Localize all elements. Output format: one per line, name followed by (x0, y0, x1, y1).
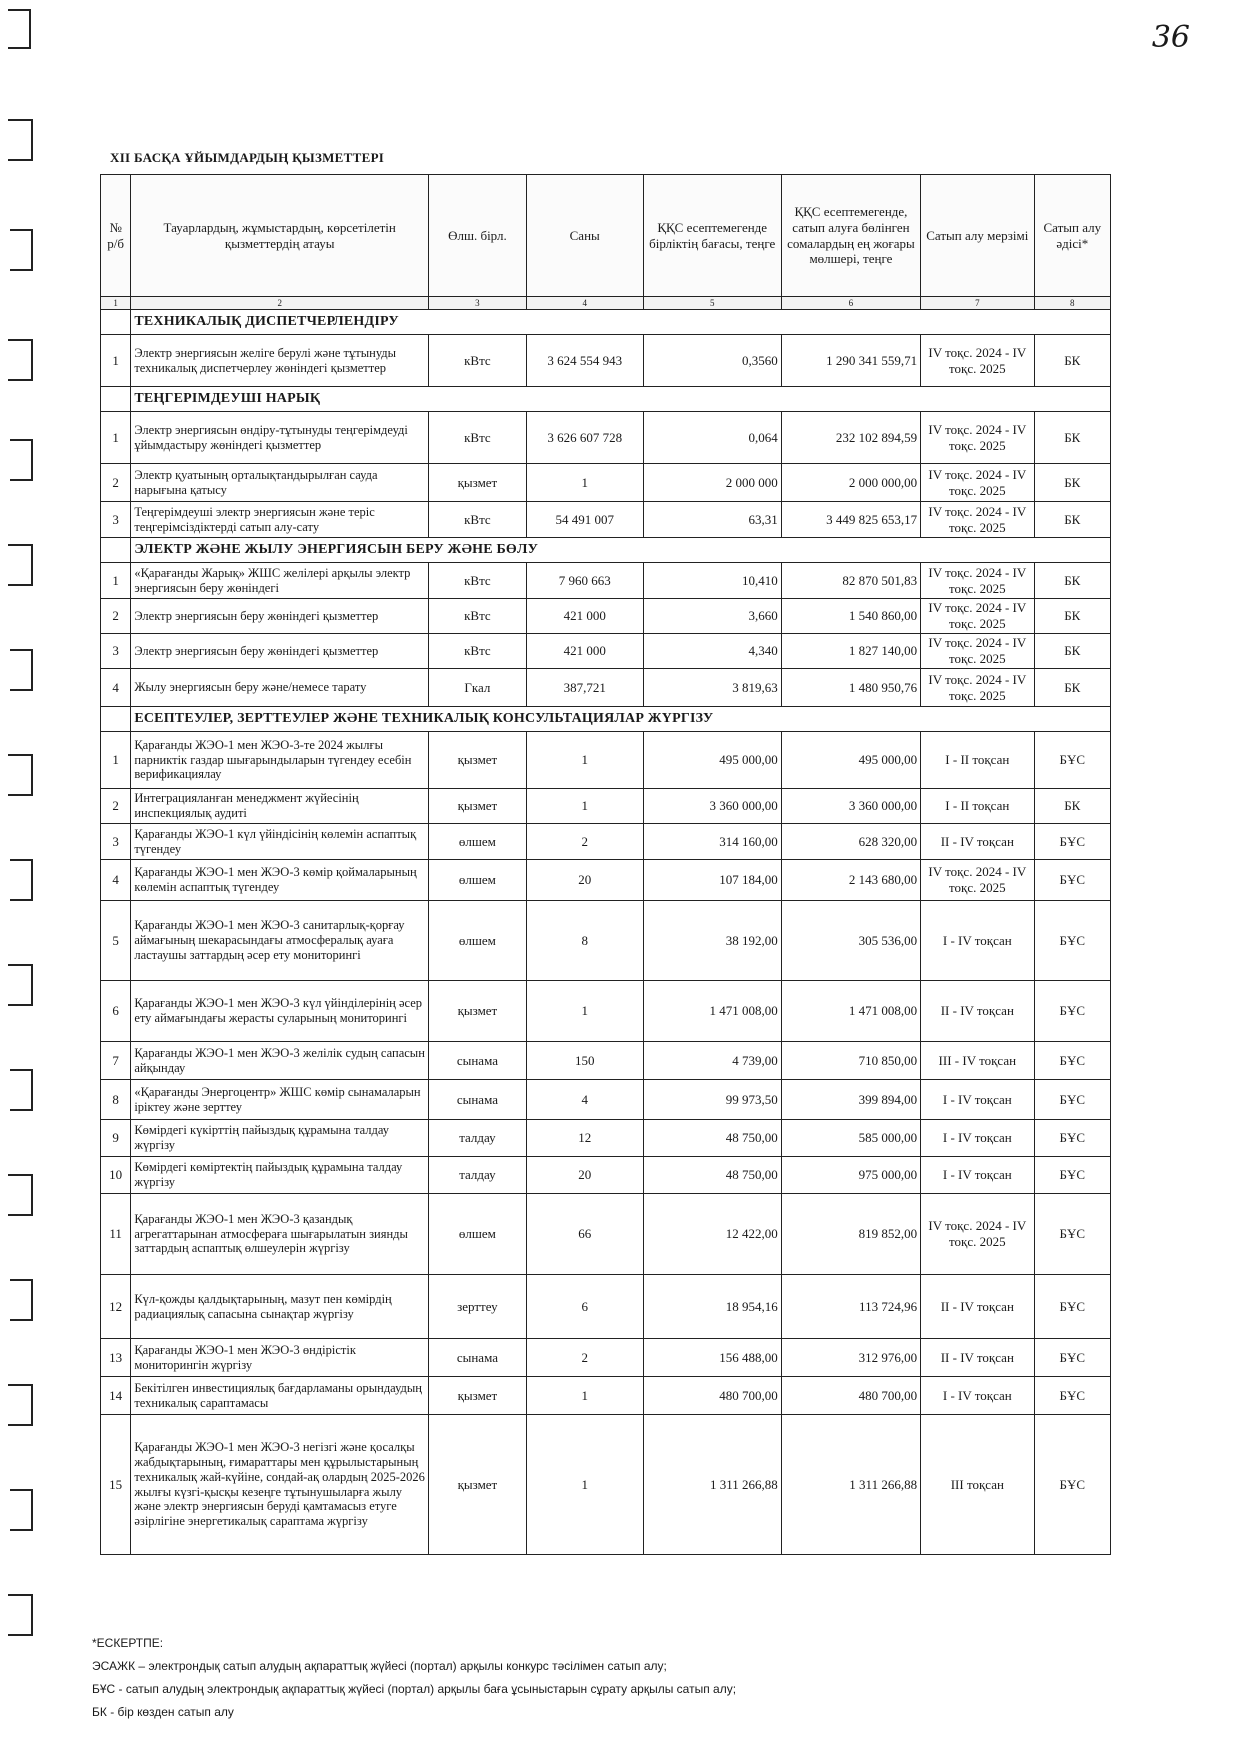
row-number: 1 (101, 412, 131, 464)
row-unit-price: 156 488,00 (643, 1339, 781, 1377)
row-name: Көмірдегі күкірттің пайыздық құрамына талдау жүргізу (131, 1120, 429, 1157)
row-quantity: 2 (526, 824, 643, 860)
header-price: ҚҚС есептемегенде бірліктің бағасы, теңге (643, 175, 781, 297)
row-unit-price: 0,3560 (643, 335, 781, 387)
row-unit-price: 38 192,00 (643, 901, 781, 981)
row-max-sum: 82 870 501,83 (781, 563, 920, 599)
row-unit-price: 3,660 (643, 599, 781, 634)
row-name: Қарағанды ЖЭО-1 күл үйіндісінің көлемін аспаптық түгендеу (131, 824, 429, 860)
row-quantity: 12 (526, 1120, 643, 1157)
group-row (101, 707, 1111, 732)
row-number: 3 (101, 502, 131, 538)
row-period: IV тоқс. 2024 - IV тоқс. 2025 (921, 502, 1034, 538)
row-method: БК (1034, 634, 1110, 669)
row-unit: кВтс (429, 634, 527, 669)
row-quantity: 1 (526, 732, 643, 789)
row-number: 13 (101, 1339, 131, 1377)
row-quantity: 66 (526, 1194, 643, 1275)
row-name: Қарағанды ЖЭО-1 мен ЖЭО-3 көмір қоймаларының көлемін аспаптық түгендеу (131, 860, 429, 901)
group-number-cell (101, 707, 131, 732)
table-row (101, 824, 1111, 860)
row-unit: кВтс (429, 599, 527, 634)
footnote-line: БҰС - сатып алудың электрондық ақпараттық жүйесі (портал) арқылы баға ұсыныстарын сұрату арқылы сатып алу; (92, 1682, 737, 1696)
row-name: Қарағанды ЖЭО-1 мен ЖЭО-3 желілік судың сапасын айқындау (131, 1042, 429, 1080)
row-max-sum: 113 724,96 (781, 1275, 920, 1339)
row-period: I - II тоқсан (921, 732, 1034, 789)
table-row (101, 1415, 1111, 1555)
column-index: 7 (921, 297, 1034, 310)
row-period: IV тоқс. 2024 - IV тоқс. 2025 (921, 860, 1034, 901)
row-unit-price: 2 000 000 (643, 464, 781, 502)
row-method: БҰС (1034, 1042, 1110, 1080)
row-method: БҰС (1034, 1339, 1110, 1377)
group-row (101, 310, 1111, 335)
row-max-sum: 1 827 140,00 (781, 634, 920, 669)
column-index: 3 (429, 297, 527, 310)
row-number: 6 (101, 981, 131, 1042)
table-row (101, 1377, 1111, 1415)
header-qty: Саны (526, 175, 643, 297)
row-number: 7 (101, 1042, 131, 1080)
row-quantity: 54 491 007 (526, 502, 643, 538)
row-number: 5 (101, 901, 131, 981)
row-number: 11 (101, 1194, 131, 1275)
table-row (101, 789, 1111, 824)
row-unit: қызмет (429, 732, 527, 789)
row-max-sum: 399 894,00 (781, 1080, 920, 1120)
table-row (101, 1157, 1111, 1194)
row-period: IV тоқс. 2024 - IV тоқс. 2025 (921, 599, 1034, 634)
row-period: I - IV тоқсан (921, 1157, 1034, 1194)
header-row (101, 175, 1111, 297)
table-row (101, 1275, 1111, 1339)
row-method: БК (1034, 563, 1110, 599)
row-method: БҰС (1034, 1377, 1110, 1415)
row-unit: талдау (429, 1157, 527, 1194)
row-number: 2 (101, 464, 131, 502)
row-unit-price: 3 360 000,00 (643, 789, 781, 824)
row-unit: өлшем (429, 824, 527, 860)
row-method: БҰС (1034, 732, 1110, 789)
row-quantity: 1 (526, 1377, 643, 1415)
header-method: Сатып алу әдісі* (1034, 175, 1110, 297)
row-max-sum: 2 000 000,00 (781, 464, 920, 502)
column-index: 4 (526, 297, 643, 310)
row-unit-price: 4,340 (643, 634, 781, 669)
footnote-line: БК - бір көзден сатып алу (92, 1705, 234, 1719)
row-unit: өлшем (429, 860, 527, 901)
row-number: 15 (101, 1415, 131, 1555)
header-sum: ҚҚС есептемегенде, сатып алуға бөлінген сомалардың ең жоғары мөлшері, теңге (781, 175, 920, 297)
row-quantity: 4 (526, 1080, 643, 1120)
table-row (101, 1042, 1111, 1080)
row-max-sum: 585 000,00 (781, 1120, 920, 1157)
table-row (101, 1194, 1111, 1275)
row-unit: зерттеу (429, 1275, 527, 1339)
table-row (101, 732, 1111, 789)
row-name: Көмірдегі көміртектің пайыздық құрамына талдау жүргізу (131, 1157, 429, 1194)
row-unit: қызмет (429, 464, 527, 502)
row-unit-price: 12 422,00 (643, 1194, 781, 1275)
row-quantity: 3 624 554 943 (526, 335, 643, 387)
row-method: БК (1034, 335, 1110, 387)
table-row (101, 412, 1111, 464)
row-number: 4 (101, 860, 131, 901)
row-method: БҰС (1034, 1194, 1110, 1275)
row-number: 8 (101, 1080, 131, 1120)
row-number: 4 (101, 669, 131, 707)
row-unit-price: 48 750,00 (643, 1120, 781, 1157)
row-unit-price: 480 700,00 (643, 1377, 781, 1415)
row-name: Қарағанды ЖЭО-1 мен ЖЭО-3-те 2024 жылғы парниктік газдар шығарындыларын түгендеу есебін верификациялау (131, 732, 429, 789)
row-number: 2 (101, 599, 131, 634)
row-max-sum: 1 471 008,00 (781, 981, 920, 1042)
row-quantity: 6 (526, 1275, 643, 1339)
row-unit-price: 0,064 (643, 412, 781, 464)
row-name: Жылу энергиясын беру және/немесе тарату (131, 669, 429, 707)
row-period: II - IV тоқсан (921, 824, 1034, 860)
group-number-cell (101, 310, 131, 335)
group-number-cell (101, 538, 131, 563)
table-row (101, 634, 1111, 669)
table-row (101, 1339, 1111, 1377)
row-name: Қарағанды ЖЭО-1 мен ЖЭО-3 қазандық агрегаттарынан атмосфераға шығарылатын зиянды заттардың аспаптық өлшеулерін жүргізу (131, 1194, 429, 1275)
row-method: БҰС (1034, 1120, 1110, 1157)
row-method: БК (1034, 669, 1110, 707)
row-unit: қызмет (429, 789, 527, 824)
row-unit: Гкал (429, 669, 527, 707)
row-name: Қарағанды ЖЭО-1 мен ЖЭО-3 негізгі және қосалқы жабдықтарының, ғимараттары мен құрылыстарының техникалық жай-күйіне, сондай-ақ олардың 2025-2026 жылғы күзгі-қысқы кезеңге тұтынушыларға жылу және электр энергиясын беруді қамтамасыз етуге әзірлігіне энергетикалық сараптама жүргізу (131, 1415, 429, 1555)
row-quantity: 2 (526, 1339, 643, 1377)
row-unit: өлшем (429, 1194, 527, 1275)
row-period: I - II тоқсан (921, 789, 1034, 824)
row-unit-price: 10,410 (643, 563, 781, 599)
row-number: 3 (101, 634, 131, 669)
table-row (101, 502, 1111, 538)
row-max-sum: 628 320,00 (781, 824, 920, 860)
row-number: 12 (101, 1275, 131, 1339)
table-row (101, 901, 1111, 981)
row-number: 14 (101, 1377, 131, 1415)
row-method: БҰС (1034, 1157, 1110, 1194)
row-period: IV тоқс. 2024 - IV тоқс. 2025 (921, 335, 1034, 387)
row-quantity: 3 626 607 728 (526, 412, 643, 464)
group-title: ТЕҢГЕРІМДЕУШІ НАРЫҚ (131, 387, 1111, 412)
row-max-sum: 975 000,00 (781, 1157, 920, 1194)
row-quantity: 1 (526, 981, 643, 1042)
row-method: БҰС (1034, 901, 1110, 981)
row-unit: қызмет (429, 981, 527, 1042)
row-period: IV тоқс. 2024 - IV тоқс. 2025 (921, 563, 1034, 599)
row-unit-price: 3 819,63 (643, 669, 781, 707)
section-title: XII БАСҚА ҰЙЫМДАРДЫҢ ҚЫЗМЕТТЕРІ (110, 150, 385, 165)
row-max-sum: 1 540 860,00 (781, 599, 920, 634)
table-body (101, 310, 1111, 1555)
row-max-sum: 480 700,00 (781, 1377, 920, 1415)
row-unit: қызмет (429, 1377, 527, 1415)
row-max-sum: 1 480 950,76 (781, 669, 920, 707)
column-index: 2 (131, 297, 429, 310)
row-name: Қарағанды ЖЭО-1 мен ЖЭО-3 күл үйінділерінің әсер ету аймағындағы жерасты суларының мониторингі (131, 981, 429, 1042)
row-name: Электр энергиясын желіге берулі және тұтынуды техникалық диспетчерлеу жөніндегі қызметтер (131, 335, 429, 387)
row-number: 2 (101, 789, 131, 824)
row-unit-price: 107 184,00 (643, 860, 781, 901)
row-quantity: 8 (526, 901, 643, 981)
row-unit: кВтс (429, 335, 527, 387)
table-row (101, 1120, 1111, 1157)
row-max-sum: 1 290 341 559,71 (781, 335, 920, 387)
row-period: IV тоқс. 2024 - IV тоқс. 2025 (921, 1194, 1034, 1275)
group-title: ТЕХНИКАЛЫҚ ДИСПЕТЧЕРЛЕНДІРУ (131, 310, 1111, 335)
row-unit: сынама (429, 1042, 527, 1080)
row-name: Электр энергиясын беру жөніндегі қызметтер (131, 599, 429, 634)
row-max-sum: 3 360 000,00 (781, 789, 920, 824)
row-max-sum: 495 000,00 (781, 732, 920, 789)
row-quantity: 150 (526, 1042, 643, 1080)
row-name: Интеграцияланған менеджмент жүйесінің инспекциялық аудиті (131, 789, 429, 824)
group-title: ЕСЕПТЕУЛЕР, ЗЕРТТЕУЛЕР ЖӘНЕ ТЕХНИКАЛЫҚ КОНСУЛЬТАЦИЯЛАР ЖҮРГІЗУ (131, 707, 1111, 732)
row-name: Электр энергиясын өндіру-тұтынуды теңгерімдеуді ұйымдастыру жөніндегі қызметтер (131, 412, 429, 464)
row-name: Күл-қожды қалдықтарының, мазут пен көмірдің радиациялық сапасына сынақтар жүргізу (131, 1275, 429, 1339)
row-name: Электр қуатының орталықтандырылған сауда нарығына қатысу (131, 464, 429, 502)
row-unit: кВтс (429, 563, 527, 599)
column-index: 8 (1034, 297, 1110, 310)
row-method: БК (1034, 502, 1110, 538)
row-method: БҰС (1034, 1080, 1110, 1120)
row-period: II - IV тоқсан (921, 981, 1034, 1042)
row-unit-price: 18 954,16 (643, 1275, 781, 1339)
column-index: 5 (643, 297, 781, 310)
row-name: Электр энергиясын беру жөніндегі қызметтер (131, 634, 429, 669)
row-quantity: 20 (526, 1157, 643, 1194)
header-name: Тауарлардың, жұмыстардың, көрсетілетін қызметтердің атауы (131, 175, 429, 297)
row-quantity: 20 (526, 860, 643, 901)
row-number: 1 (101, 335, 131, 387)
row-period: IV тоқс. 2024 - IV тоқс. 2025 (921, 464, 1034, 502)
row-method: БҰС (1034, 1415, 1110, 1555)
row-unit: қызмет (429, 1415, 527, 1555)
row-period: II - IV тоқсан (921, 1339, 1034, 1377)
row-name: Қарағанды ЖЭО-1 мен ЖЭО-3 өндірістік мониторингін жүргізу (131, 1339, 429, 1377)
footnote-line: ЭСАЖК – электрондық сатып алудың ақпараттық жүйесі (портал) арқылы конкурс тәсілімен сатып алу; (92, 1659, 667, 1673)
row-method: БК (1034, 412, 1110, 464)
row-method: БК (1034, 464, 1110, 502)
row-unit-price: 63,31 (643, 502, 781, 538)
row-unit-price: 4 739,00 (643, 1042, 781, 1080)
footnote-title: *ЕСКЕРТПЕ: (92, 1636, 164, 1650)
row-period: III - IV тоқсан (921, 1042, 1034, 1080)
column-index: 6 (781, 297, 920, 310)
row-unit: талдау (429, 1120, 527, 1157)
row-unit-price: 48 750,00 (643, 1157, 781, 1194)
row-quantity: 387,721 (526, 669, 643, 707)
row-number: 10 (101, 1157, 131, 1194)
row-unit: кВтс (429, 412, 527, 464)
row-period: IV тоқс. 2024 - IV тоқс. 2025 (921, 412, 1034, 464)
row-max-sum: 312 976,00 (781, 1339, 920, 1377)
row-unit-price: 1 311 266,88 (643, 1415, 781, 1555)
table-row (101, 563, 1111, 599)
row-method: БҰС (1034, 824, 1110, 860)
row-period: IV тоқс. 2024 - IV тоқс. 2025 (921, 634, 1034, 669)
row-quantity: 1 (526, 464, 643, 502)
group-row (101, 387, 1111, 412)
row-unit-price: 495 000,00 (643, 732, 781, 789)
header-num: № р/б (101, 175, 131, 297)
column-index: 1 (101, 297, 131, 310)
table-row (101, 464, 1111, 502)
row-unit-price: 1 471 008,00 (643, 981, 781, 1042)
table-row (101, 599, 1111, 634)
table-row (101, 669, 1111, 707)
header-unit: Өлш. бірл. (429, 175, 527, 297)
row-method: БҰС (1034, 1275, 1110, 1339)
row-number: 1 (101, 732, 131, 789)
row-period: IV тоқс. 2024 - IV тоқс. 2025 (921, 669, 1034, 707)
table-row (101, 1080, 1111, 1120)
group-number-cell (101, 387, 131, 412)
group-row (101, 538, 1111, 563)
row-period: I - IV тоқсан (921, 1080, 1034, 1120)
page-number: 36 (1151, 20, 1190, 55)
row-quantity: 421 000 (526, 599, 643, 634)
row-max-sum: 305 536,00 (781, 901, 920, 981)
row-name: Бекітілген инвестициялық бағдарламаны орындаудың техникалық сараптамасы (131, 1377, 429, 1415)
row-method: БК (1034, 599, 1110, 634)
row-quantity: 421 000 (526, 634, 643, 669)
row-unit: өлшем (429, 901, 527, 981)
row-period: I - IV тоқсан (921, 901, 1034, 981)
row-number: 1 (101, 563, 131, 599)
row-unit-price: 314 160,00 (643, 824, 781, 860)
procurement-table (100, 174, 1111, 1555)
row-period: I - IV тоқсан (921, 1120, 1034, 1157)
row-quantity: 1 (526, 1415, 643, 1555)
binding-holes-edge (0, 0, 50, 1754)
row-max-sum: 819 852,00 (781, 1194, 920, 1275)
row-unit: сынама (429, 1080, 527, 1120)
header-period: Сатып алу мерзімі (921, 175, 1034, 297)
row-method: БК (1034, 789, 1110, 824)
table-row (101, 860, 1111, 901)
table-row (101, 981, 1111, 1042)
row-max-sum: 710 850,00 (781, 1042, 920, 1080)
row-unit: кВтс (429, 502, 527, 538)
row-quantity: 1 (526, 789, 643, 824)
table-row (101, 335, 1111, 387)
row-max-sum: 232 102 894,59 (781, 412, 920, 464)
row-period: II - IV тоқсан (921, 1275, 1034, 1339)
row-max-sum: 2 143 680,00 (781, 860, 920, 901)
group-title: ЭЛЕКТР ЖӘНЕ ЖЫЛУ ЭНЕРГИЯСЫН БЕРУ ЖӘНЕ БӨЛУ (131, 538, 1111, 563)
row-name: «Қарағанды Жарық» ЖШС желілері арқылы электр энергиясын беру жөніндегі (131, 563, 429, 599)
row-name: Теңгерімдеуші электр энергиясын және теріс теңгерімсіздіктерді сатып алу-сату (131, 502, 429, 538)
row-quantity: 7 960 663 (526, 563, 643, 599)
row-unit-price: 99 973,50 (643, 1080, 781, 1120)
row-number: 3 (101, 824, 131, 860)
row-number: 9 (101, 1120, 131, 1157)
row-name: Қарағанды ЖЭО-1 мен ЖЭО-3 санитарлық-қорғау аймағының шекарасындағы атмосфералық ауаға ластаушы заттардың әсер ету мониторингі (131, 901, 429, 981)
row-unit: сынама (429, 1339, 527, 1377)
row-period: I - IV тоқсан (921, 1377, 1034, 1415)
column-index-row (101, 297, 1111, 310)
row-period: III тоқсан (921, 1415, 1034, 1555)
row-method: БҰС (1034, 981, 1110, 1042)
row-max-sum: 1 311 266,88 (781, 1415, 920, 1555)
row-name: «Қарағанды Энергоцентр» ЖШС көмір сынамаларын іріктеу және зерттеу (131, 1080, 429, 1120)
row-max-sum: 3 449 825 653,17 (781, 502, 920, 538)
row-method: БҰС (1034, 860, 1110, 901)
